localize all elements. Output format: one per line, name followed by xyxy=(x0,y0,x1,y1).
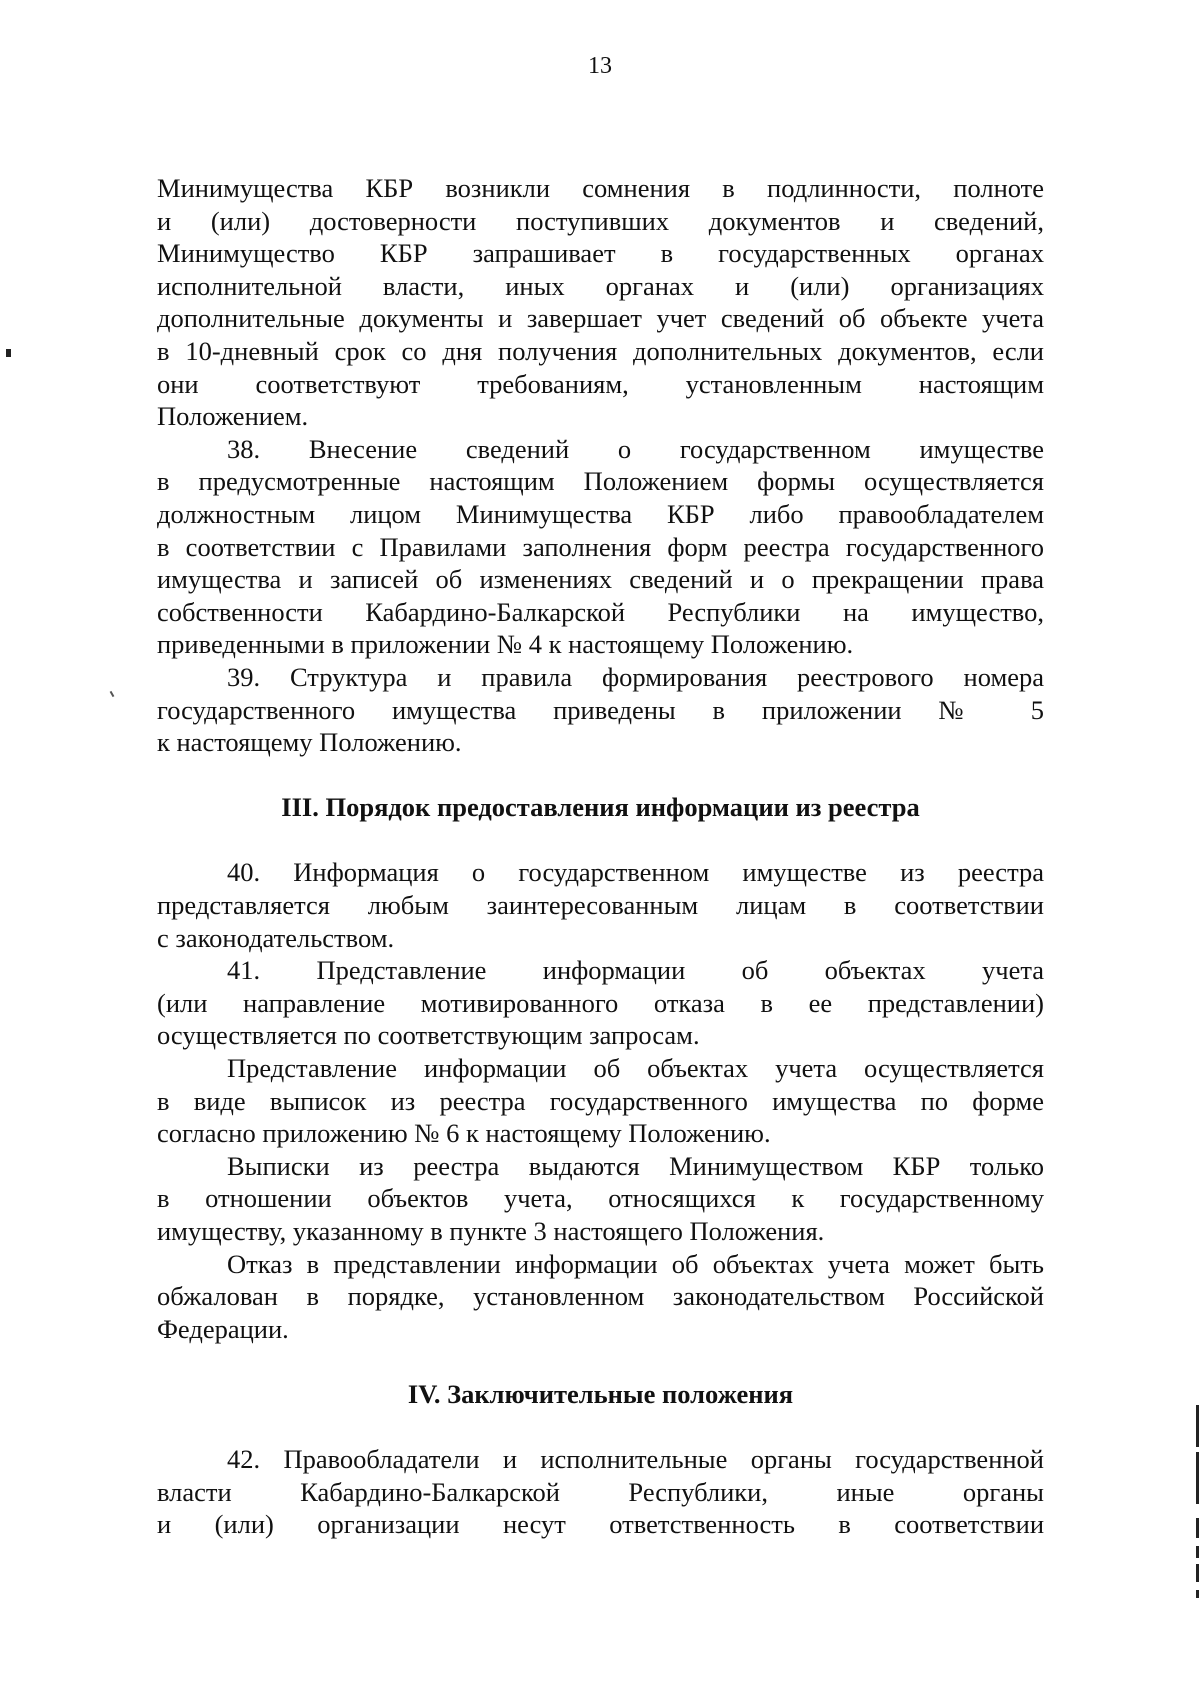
text-line: в предусмотренные настоящим Положением формы осуществляется xyxy=(157,466,1044,497)
scan-edge-mark xyxy=(1196,1564,1199,1582)
scan-edge-mark xyxy=(1196,1405,1199,1447)
text-line: в соответствии с Правилами заполнения форм реестра государственного xyxy=(157,531,1044,562)
page-number: 13 xyxy=(588,53,612,79)
scan-edge-mark xyxy=(1196,1518,1199,1538)
text-line: в виде выписок из реестра государственного имущества по форме xyxy=(157,1085,1044,1116)
paragraph-42-start: 42. Правообладатели и исполнительные органы государственной xyxy=(227,1444,1044,1475)
scan-edge-mark xyxy=(1196,1590,1199,1598)
scan-edge-mark xyxy=(1196,1546,1199,1558)
text-line: в 10-дневный срок со дня получения дополнительных документов, если xyxy=(157,335,1044,366)
paragraph-38-start: 38. Внесение сведений о государственном имуществе xyxy=(227,433,1044,464)
text-line: с законодательством. xyxy=(157,922,395,953)
paragraph-40-start: 40. Информация о государственном имуществе из реестра xyxy=(227,857,1044,888)
spacer xyxy=(157,759,1044,792)
document-body xyxy=(157,172,1044,1541)
text-line: приведенными в приложении № 4 к настоящему Положению. xyxy=(157,629,854,660)
section-heading-4: IV. Заключительные положения xyxy=(407,1378,794,1409)
paragraph-39-start: 39. Структура и правила формирования реестрового номера xyxy=(227,661,1044,692)
scan-edge-mark xyxy=(1196,1452,1199,1504)
text-line: и (или) организации несут ответственность в соответствии xyxy=(157,1509,1044,1540)
text-line: власти Кабардино-Балкарской Республики, иные органы xyxy=(157,1476,1044,1507)
text-line: в отношении объектов учета, относящихся к государственному xyxy=(157,1183,1044,1214)
paragraph-41-start: 41. Представление информации об объектах учета xyxy=(227,955,1044,986)
paragraph-start: Выписки из реестра выдаются Минимуществом КБР только xyxy=(227,1150,1044,1181)
spacer xyxy=(157,1411,1044,1444)
text-line: государственного имущества приведены в приложении № 5 xyxy=(157,694,1044,725)
spacer xyxy=(157,1345,1044,1378)
paragraph-start: Представление информации об объектах учета осуществляется xyxy=(227,1053,1044,1084)
text-line: обжалован в порядке, установленном законодательством Российской xyxy=(157,1281,1044,1312)
spacer xyxy=(157,824,1044,857)
text-line: и (или) достоверности поступивших документов и сведений, xyxy=(157,205,1044,236)
text-line: имущества и записей об изменениях сведений и о прекращении права xyxy=(157,564,1044,595)
text-line: осуществляется по соответствующим запросам. xyxy=(157,1020,700,1051)
paragraph-start: Отказ в представлении информации об объектах учета может быть xyxy=(227,1248,1044,1279)
text-line: исполнительной власти, иных органах и (или) организациях xyxy=(157,270,1044,301)
text-line: Минимущества КБР возникли сомнения в подлинности, полноте xyxy=(157,173,1044,203)
text-line: Положением. xyxy=(157,401,309,432)
text-line: дополнительные документы и завершает учет сведений об объекте учета xyxy=(157,303,1044,334)
text-line: к настоящему Положению. xyxy=(157,727,462,758)
scan-artifact-tick xyxy=(110,691,115,697)
text-line: Минимущество КБР запрашивает в государственных органах xyxy=(157,238,1044,269)
text-line: (или направление мотивированного отказа в ее представлении) xyxy=(157,987,1044,1018)
scan-artifact-dot xyxy=(6,349,11,357)
text-line: представляется любым заинтересованным лицам в соответствии xyxy=(157,890,1044,921)
text-line: они соответствуют требованиям, установленным настоящим xyxy=(157,368,1044,399)
text-line: должностным лицом Минимущества КБР либо правообладателем xyxy=(157,498,1044,529)
text-line: имуществу, указанному в пункте 3 настоящего Положения. xyxy=(157,1216,825,1246)
section-heading-3: III. Порядок предоставления информации из реестра xyxy=(281,792,920,823)
text-line: собственности Кабардино-Балкарской Республики на имущество, xyxy=(157,596,1044,627)
text-line: Федерации. xyxy=(157,1313,289,1344)
text-line: согласно приложению № 6 к настоящему Положению. xyxy=(157,1118,771,1149)
